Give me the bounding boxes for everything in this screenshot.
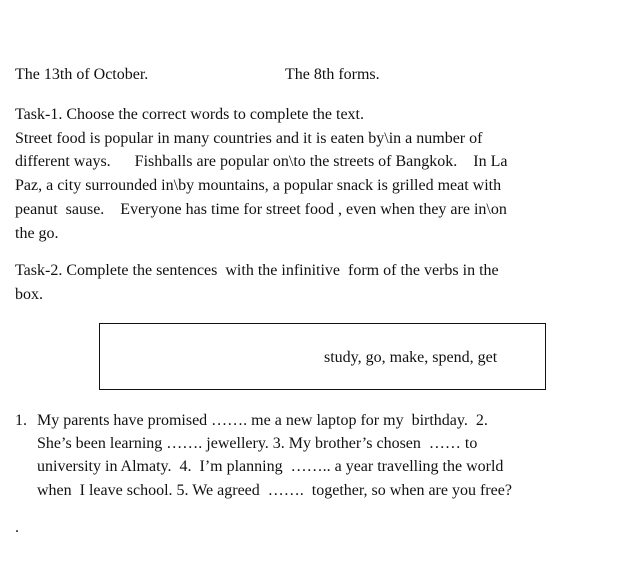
task1-text-line: peanut sause. Everyone has time for street food , even when they are in\on xyxy=(15,201,507,218)
task2-heading-continued: box. xyxy=(15,286,43,303)
word-box-text: study, go, make, spend, get xyxy=(324,349,498,366)
task2-heading: Task-2. Complete the sentences with the infinitive form of the verbs in the xyxy=(15,262,499,279)
task1-text-line: Street food is popular in many countries and it is eaten by\in a number of xyxy=(15,130,483,147)
task1-text-line: Paz, a city surrounded in\by mountains, a popular snack is grilled meat with xyxy=(15,177,502,194)
task1-text-line: the go. xyxy=(15,225,59,242)
trailing-mark: . xyxy=(15,519,19,536)
exercise-line: when I leave school. 5. We agreed ……. together, so when are you free? xyxy=(37,482,512,499)
list-number: 1. xyxy=(15,412,27,429)
task1-text-line: different ways. Fishballs are popular on\to the streets of Bangkok. In La xyxy=(15,153,508,170)
date-line: The 13th of October. xyxy=(15,66,149,83)
exercise-line: My parents have promised ……. me a new laptop for my birthday. 2. xyxy=(37,412,488,429)
exercise-line: She’s been learning ……. jewellery. 3. My brother’s chosen …… to xyxy=(37,435,478,452)
word-box xyxy=(99,323,546,390)
forms-line: The 8th forms. xyxy=(285,66,380,83)
exercise-line: university in Almaty. 4. I’m planning …….. a year travelling the world xyxy=(37,458,504,475)
task1-heading: Task-1. Choose the correct words to complete the text. xyxy=(15,106,364,123)
